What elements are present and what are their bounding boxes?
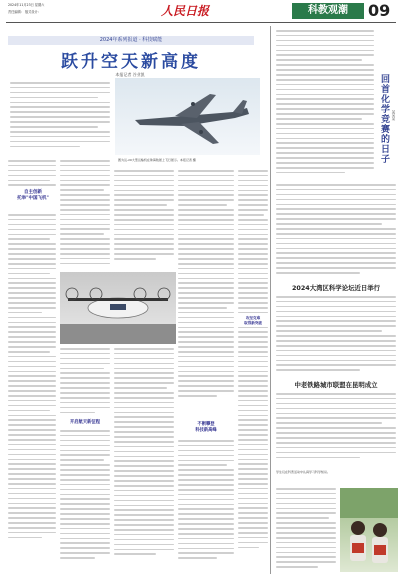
byline: 本报记者 谷业凯 (115, 72, 145, 77)
drone-aircraft-icon (60, 272, 176, 344)
col-1-body (8, 214, 56, 569)
page-number: 09 (368, 1, 391, 20)
col-4-text (178, 170, 234, 418)
subhead-mid-lower-text: 开启航天新征程 (69, 420, 101, 425)
vertical-byline-text: 某某某 (392, 110, 396, 121)
section-title: 科教观潮 (292, 3, 364, 19)
aircraft-icon (115, 78, 260, 155)
students-icon (340, 488, 398, 572)
opinion-column-text (276, 30, 374, 180)
subhead-left-text: 自主创新 托举"中国飞机" (17, 190, 49, 201)
sub-line: 责任编辑： 版式设计： (8, 10, 41, 14)
col-1-text (8, 160, 56, 190)
vertical-column-title (378, 74, 392, 184)
series-bar (8, 36, 254, 45)
subhead-mid-center-text: 不断攀登 科技新高峰 (195, 422, 217, 433)
paper-logo: 人民日报 (160, 4, 209, 18)
col-2-text (60, 160, 110, 272)
right-bottom-text (276, 488, 336, 572)
series-bar-label: 2024年系列报道 · 科技赋能 (99, 37, 163, 43)
col-5-text (238, 170, 268, 570)
vertical-byline (392, 110, 400, 140)
subhead-right-lower (238, 316, 268, 326)
masthead (0, 0, 402, 24)
col-4-body (178, 440, 234, 570)
students-photo (340, 488, 398, 572)
lead-paragraph (10, 82, 110, 154)
subhead-left (10, 190, 56, 212)
vertical-column-title-text: 回首化学竞赛的日子 (379, 74, 389, 164)
photo-caption: 图为运-20大型运输机在珠海航展上飞行展示。本报记者 摄 (118, 158, 196, 162)
masthead-rule (6, 22, 396, 23)
right-photo-caption: 学生们在科普活动中认真学习科学知识。 (276, 470, 331, 474)
subhead-mid-center (180, 422, 232, 434)
brief-news-title: 中老铁路城市联盟在昆明成立 (294, 381, 378, 389)
main-headline: 跃升空天新高度 (61, 52, 201, 72)
col-2-body (60, 348, 110, 418)
date-line: 2024年11月23日 星期六 (8, 3, 45, 7)
evtol-photo (60, 272, 176, 344)
box-news-title: 2024大湾区科学论坛近日举行 (291, 284, 381, 292)
col-3-text (114, 170, 174, 268)
brief-news-text (276, 393, 396, 465)
opinion-column-lower (276, 184, 396, 278)
column-divider (270, 26, 271, 574)
aircraft-photo (115, 78, 260, 155)
subhead-mid-lower (62, 420, 108, 426)
box-news-text (276, 296, 396, 378)
subhead-right-lower-text: 攻坚克难 取得新突破 (238, 316, 268, 326)
col-2-lower (60, 430, 110, 570)
col-3-body (114, 348, 174, 570)
